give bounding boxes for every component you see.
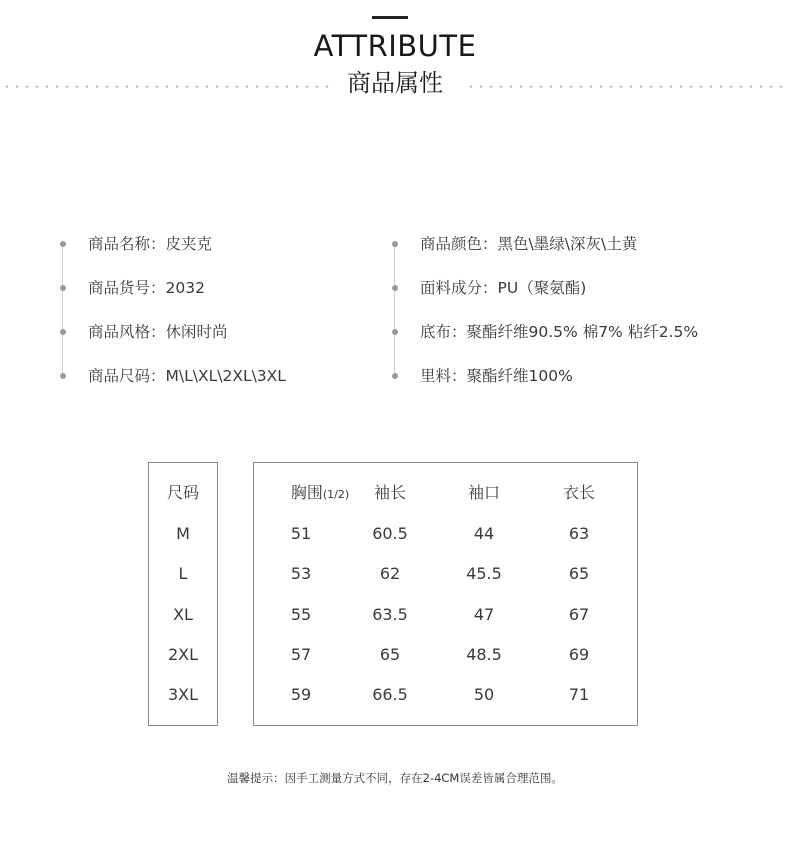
bullet-dot: [392, 329, 398, 335]
column-header-cuff: 袖口: [467, 483, 500, 502]
table-cell: 69: [568, 645, 590, 664]
table-cell: 59: [290, 685, 312, 704]
attribute-value: 黑色\墨绿\深灰\土黄: [497, 235, 638, 253]
dotted-divider-right: [466, 85, 788, 88]
table-cell: 55: [290, 605, 312, 624]
bullet-dot: [392, 373, 398, 379]
table-cell: 67: [568, 605, 590, 624]
attribute-label: 底布: [420, 323, 452, 341]
attribute-value: 休闲时尚: [165, 323, 228, 341]
table-cell: 53: [290, 564, 312, 583]
page-title: ATTRIBUTE: [313, 29, 477, 63]
timeline-line: [394, 246, 395, 376]
page-subtitle: 商品属性: [347, 69, 443, 97]
measurement-note: 温馨提示：因手工测量方式不同，存在2-4CM误差皆属合理范围。: [227, 771, 563, 785]
table-cell: 45.5: [466, 564, 502, 583]
bullet-dot: [392, 285, 398, 291]
bullet-dot: [392, 241, 398, 247]
header-bar: [372, 16, 408, 19]
column-header-sleeve: 袖长: [373, 483, 406, 502]
attribute-label: 里料: [420, 367, 452, 385]
table-cell: 44: [473, 524, 495, 543]
timeline-line: [62, 246, 63, 376]
table-cell: 48.5: [466, 645, 502, 664]
size-cell: 2XL: [167, 645, 199, 664]
attribute-label: 商品名称: [88, 235, 151, 253]
size-cell: XL: [173, 605, 193, 624]
table-cell: 63.5: [372, 605, 408, 624]
bullet-dot: [60, 285, 66, 291]
table-cell: 50: [473, 685, 495, 704]
chest-note: (1/2): [322, 488, 350, 501]
attribute-label: 商品风格: [88, 323, 151, 341]
bullet-dot: [60, 241, 66, 247]
column-header-chest: 胸围(1/2): [290, 483, 350, 502]
size-cell: M: [176, 524, 190, 543]
attribute-label: 商品货号: [88, 279, 151, 297]
attribute-value: 皮夹克: [165, 235, 213, 253]
attribute-label: 面料成分: [420, 279, 483, 297]
attribute-value: PU（聚氨酯): [497, 279, 587, 297]
table-cell: 63: [568, 524, 590, 543]
table-cell: 65: [379, 645, 401, 664]
size-cell: 3XL: [167, 685, 199, 704]
size-header: 尺码: [166, 483, 199, 502]
column-header-length: 衣长: [562, 483, 595, 502]
table-cell: 62: [379, 564, 401, 583]
table-cell: 66.5: [372, 685, 408, 704]
size-cell: L: [178, 564, 188, 583]
dotted-divider-left: [2, 85, 330, 88]
attribute-value: M\L\XL\2XL\3XL: [165, 367, 286, 385]
bullet-dot: [60, 329, 66, 335]
attribute-label: 商品颜色: [420, 235, 483, 253]
table-cell: 57: [290, 645, 312, 664]
table-cell: 51: [290, 524, 312, 543]
table-cell: 71: [568, 685, 590, 704]
attribute-value: 2032: [165, 279, 205, 297]
table-cell: 60.5: [372, 524, 408, 543]
attribute-label: 商品尺码: [88, 367, 151, 385]
table-cell: 65: [568, 564, 590, 583]
attribute-value: 聚酯纤维100%: [466, 367, 573, 385]
attribute-value: 聚酯纤维90.5% 棉7% 粘纤2.5%: [466, 323, 699, 341]
table-cell: 47: [473, 605, 495, 624]
bullet-dot: [60, 373, 66, 379]
